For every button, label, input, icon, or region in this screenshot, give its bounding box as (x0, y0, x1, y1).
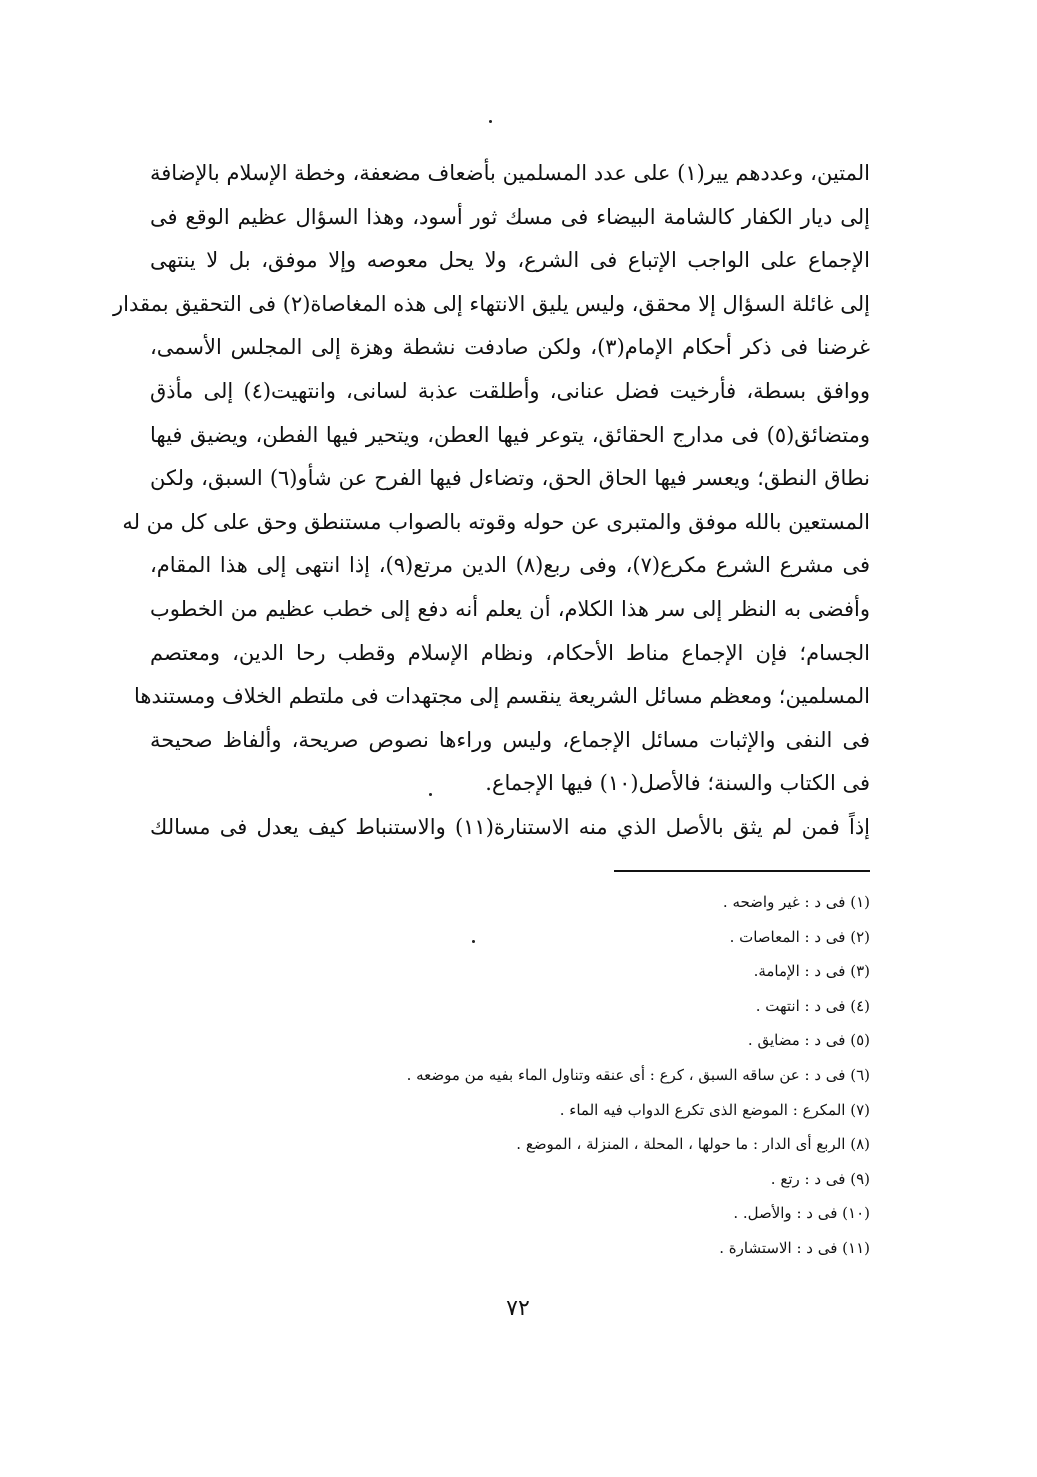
main-text (112, 152, 871, 850)
footnote: (٢) فى د : المعاصات . (729, 927, 870, 946)
footnotes (380, 885, 870, 1266)
footnote: (١٠) فى د : والأصل. . (733, 1204, 870, 1223)
footnote-divider (614, 870, 870, 872)
stray-mark (429, 793, 432, 796)
text-line: إلى ديار الكفار كالشامة البيضاء فى مسك ثور أسود، وهذا السؤال عظيم الوقع فى (150, 204, 870, 229)
page-number: ٧٢ (506, 1296, 530, 1321)
text-line: فى الكتاب والسنة؛ فالأصل(١٠) فيها الإجماع. (485, 771, 870, 796)
text-line: إذاً فمن لم يثق بالأصل الذي منه الاستنارة(١١) والاستنباط كيف يعدل فى مسالك (150, 814, 871, 839)
text-line: الإجماع على الواجب الإتباع فى الشرع، ولا يحل معوصه وإلا موفق، بل لا ينتهى (150, 248, 870, 273)
footnote: (٦) فى د : عن ساقه السبق ، كرع : أى عنقه وتناول الماء بفيه من موضعه . (406, 1065, 870, 1084)
text-line: المتين، وعددهم يير(١) على عدد المسلمين بأضعاف مضعفة، وخطة الإسلام بالإضافة (150, 161, 870, 185)
text-line: وأفضى به النظر إلى سر هذا الكلام، أن يعلم أنه دفع إلى خطب عظيم من الخطوب (150, 596, 870, 621)
footnote: (٩) فى د : رتع . (770, 1169, 870, 1188)
footnote: (١١) فى د : الاستشارة . (719, 1238, 870, 1257)
text-line: المسلمين؛ ومعظم مسائل الشريعة ينقسم إلى مجتهدات فى ملتطم الخلاف ومستندها (134, 684, 870, 709)
text-line: ومتضائق(٥) فى مدارج الحقائق، يتوعر فيها العطن، ويتحير فيها الفطن، ويضيق فيها (150, 422, 870, 447)
text-line: فى مشرع الشرع مكرع(٧)، وفى ربع(٨) الدين مرتع(٩)، إذا انتهى إلى هذا المقام، (150, 553, 870, 578)
footnote: (٤) فى د : انتهت . (755, 996, 870, 1015)
footnote: (٨) الربع أى الدار : ما حولها ، المحلة ، المنزلة ، الموضع . (516, 1135, 870, 1154)
stray-mark (472, 940, 475, 943)
text-line: غرضنا فى ذكر أحكام الإمام(٣)، ولكن صادفت نشطة وهزة إلى المجلس الأسمى، (150, 335, 871, 360)
top-mark (489, 120, 492, 123)
text-line: ووافق بسطة، فأرخيت فضل عنانى، وأطلقت عذبة لسانى، وانتهيت(٤) إلى مأذق (150, 378, 870, 403)
footnote: (١) فى د : غير واضحه . (722, 893, 870, 911)
text-line: إلى غائلة السؤال إلا محقق، وليس يليق الانتهاء إلى هذه المغاصاة(٢) فى التحقيق بمقدار (112, 291, 870, 316)
footnote: (٧) المكرع : الموضع الذى تكرع الدواب فيه الماء . (559, 1100, 870, 1119)
text-line: المستعين بالله موفق والمتبرى عن حوله وقوته بالصواب مستنطق وحق على كل من له (122, 509, 870, 534)
footnote: (٣) فى د : الإمامة. (753, 962, 870, 981)
footnote: (٥) فى د : مضايق . (747, 1031, 870, 1050)
text-line: فى النفى والإثبات مسائل الإجماع، وليس وراءها نصوص صريحة، وألفاظ صحيحة (150, 727, 870, 752)
text-line: نطاق النطق؛ ويعسر فيها الحاق الحق، وتضاءل فيها الفرح عن شأو(٦) السبق، ولكن (150, 466, 870, 491)
text-line: الجسام؛ فإن الإجماع مناط الأحكام، ونظام الإسلام وقطب رحا الدين، ومعتصم (150, 640, 870, 665)
